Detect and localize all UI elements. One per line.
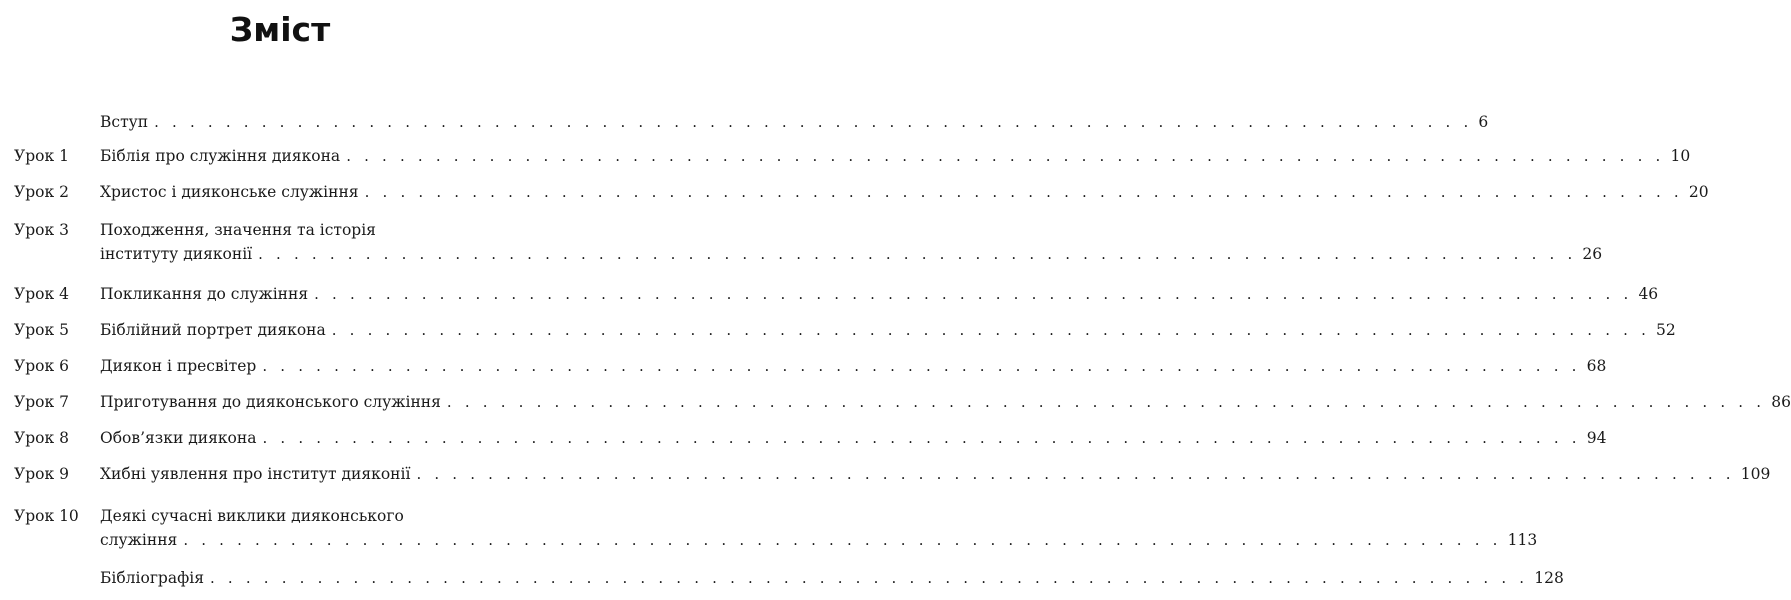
toc-entry-title: Бібліографія [100, 569, 204, 587]
dot-leader: . . . . . . . . . . . . . . . . . . . . . . . . . . . . . . . . . . . . . . . . . . . . . . . . . . . . . . . . . . . . . . . . . . . . . . . . . . [262, 429, 1581, 447]
toc-entry-title: Біблія про служіння диякона [100, 147, 341, 165]
toc-entry-line [100, 320, 1676, 340]
toc-entry-line [100, 146, 1691, 166]
toc-entry-title: Покликання до служіння [100, 285, 309, 303]
lesson-label: Урок 1 [14, 147, 69, 165]
toc-entry-line [100, 428, 1607, 448]
lesson-label: Урок 6 [14, 357, 69, 375]
toc-entry-line [100, 112, 1489, 132]
dot-leader: . . . . . . . . . . . . . . . . . . . . . . . . . . . . . . . . . . . . . . . . . . . . . . . . . . . . . . . . . . . . . . . . . . . . . . . . . . [183, 531, 1502, 549]
toc-entry-title-line-1: Деякі сучасні виклики дияконського [100, 507, 404, 525]
dot-leader: . . . . . . . . . . . . . . . . . . . . . . . . . . . . . . . . . . . . . . . . . . . . . . . . . . . . . . . . . . . . . . . . . . . . . . . . . . [416, 465, 1735, 483]
toc-page-number: 109 [1740, 465, 1771, 483]
toc-entry-line [100, 284, 1659, 304]
toc-page-number: 46 [1638, 285, 1659, 303]
toc-page-number: 68 [1586, 357, 1607, 375]
toc-page-number: 94 [1586, 429, 1607, 447]
toc-entry-title: Біблійний портрет диякона [100, 321, 326, 339]
lesson-label: Урок 5 [14, 321, 69, 339]
lesson-label: Урок 8 [14, 429, 69, 447]
dot-leader: . . . . . . . . . . . . . . . . . . . . . . . . . . . . . . . . . . . . . . . . . . . . . . . . . . . . . . . . . . . . . . . . . . . . . . . . . . [209, 569, 1529, 587]
toc-entry-line [100, 392, 1791, 412]
dot-leader: . . . . . . . . . . . . . . . . . . . . . . . . . . . . . . . . . . . . . . . . . . . . . . . . . . . . . . . . . . . . . . . . . . . . . . . . . . [346, 147, 1665, 165]
toc-entry-line [100, 464, 1771, 484]
toc-entry-title: служіння [100, 531, 178, 549]
dot-leader: . . . . . . . . . . . . . . . . . . . . . . . . . . . . . . . . . . . . . . . . . . . . . . . . . . . . . . . . . . . . . . . . . . . . . . . . . . [154, 113, 1473, 131]
toc-entry-title: Хибні уявлення про інститут дияконії [100, 465, 411, 483]
toc-entry-line [100, 182, 1709, 202]
toc-entry-title: інституту дияконії [100, 245, 253, 263]
toc-page-number: 86 [1771, 393, 1791, 411]
page-title: Зміст [229, 10, 331, 49]
toc-entry-line [100, 568, 1564, 588]
dot-leader: . . . . . . . . . . . . . . . . . . . . . . . . . . . . . . . . . . . . . . . . . . . . . . . . . . . . . . . . . . . . . . . . . . . . . . . . . . [262, 357, 1581, 375]
toc-entry-title: Приготування до дияконського служіння [100, 393, 441, 411]
toc-page-number: 128 [1534, 569, 1564, 587]
toc-entry-title: Диякон і пресвітер [100, 357, 257, 375]
toc-page-number: 10 [1670, 147, 1691, 165]
toc-page-number: 20 [1688, 183, 1709, 201]
toc-entry-title: Обов’язки диякона [100, 429, 257, 447]
lesson-label: Урок 2 [14, 183, 69, 201]
toc-page-number: 26 [1582, 245, 1603, 263]
toc-entry-title-line-1: Походження, значення та історія [100, 221, 376, 239]
dot-leader: . . . . . . . . . . . . . . . . . . . . . . . . . . . . . . . . . . . . . . . . . . . . . . . . . . . . . . . . . . . . . . . . . . . . . . . . . . [446, 393, 1766, 411]
toc-entry-line [100, 356, 1607, 376]
lesson-label: Урок 9 [14, 465, 69, 483]
toc-entry-line [100, 244, 1603, 264]
toc-entry-title: Вступ [100, 113, 149, 131]
dot-leader: . . . . . . . . . . . . . . . . . . . . . . . . . . . . . . . . . . . . . . . . . . . . . . . . . . . . . . . . . . . . . . . . . . . . . . . . . . [331, 321, 1651, 339]
toc-entry-title: Христос і дияконське служіння [100, 183, 359, 201]
toc-page-number: 113 [1507, 531, 1538, 549]
lesson-label: Урок 4 [14, 285, 69, 303]
dot-leader: . . . . . . . . . . . . . . . . . . . . . . . . . . . . . . . . . . . . . . . . . . . . . . . . . . . . . . . . . . . . . . . . . . . . . . . . . . [364, 183, 1683, 201]
lesson-label: Урок 10 [14, 507, 79, 525]
lesson-label: Урок 3 [14, 221, 69, 239]
dot-leader: . . . . . . . . . . . . . . . . . . . . . . . . . . . . . . . . . . . . . . . . . . . . . . . . . . . . . . . . . . . . . . . . . . . . . . . . . . [314, 285, 1633, 303]
toc-page-number: 52 [1656, 321, 1676, 339]
toc-entry-line [100, 530, 1538, 550]
lesson-label: Урок 7 [14, 393, 69, 411]
dot-leader: . . . . . . . . . . . . . . . . . . . . . . . . . . . . . . . . . . . . . . . . . . . . . . . . . . . . . . . . . . . . . . . . . . . . . . . . . . [258, 245, 1577, 263]
toc-page-number: 6 [1478, 113, 1489, 131]
